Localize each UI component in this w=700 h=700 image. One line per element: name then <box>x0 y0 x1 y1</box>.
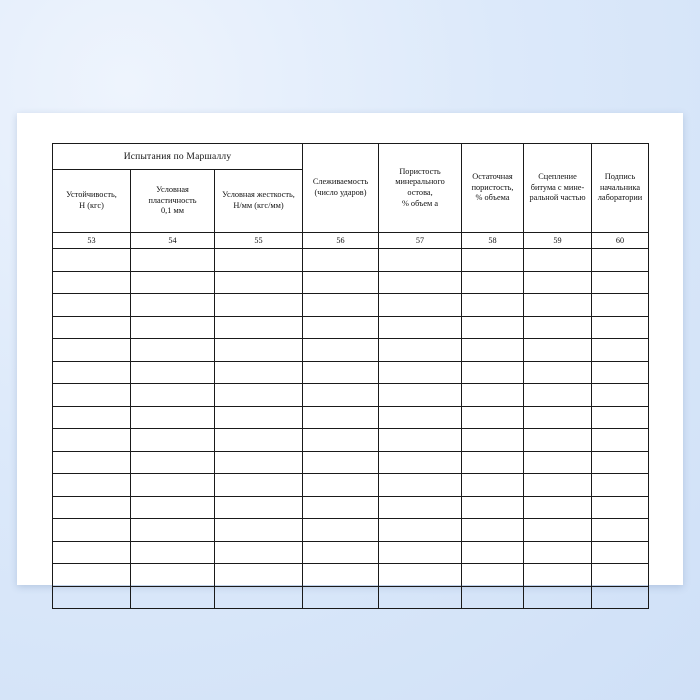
table-cell[interactable] <box>303 564 379 587</box>
table-cell[interactable] <box>462 249 524 272</box>
table-cell[interactable] <box>462 271 524 294</box>
table-cell[interactable] <box>379 519 462 542</box>
table-cell[interactable] <box>379 451 462 474</box>
table-cell[interactable] <box>215 316 303 339</box>
table-cell[interactable] <box>592 339 649 362</box>
table-cell[interactable] <box>524 564 592 587</box>
table-cell[interactable] <box>379 429 462 452</box>
table-cell[interactable] <box>524 406 592 429</box>
table-row[interactable] <box>53 564 649 587</box>
table-cell[interactable] <box>131 541 215 564</box>
table-cell[interactable] <box>592 474 649 497</box>
table-cell[interactable] <box>524 316 592 339</box>
table-cell[interactable] <box>524 474 592 497</box>
table-cell[interactable] <box>131 451 215 474</box>
table-cell[interactable] <box>379 496 462 519</box>
table-cell[interactable] <box>53 271 131 294</box>
table-cell[interactable] <box>53 406 131 429</box>
table-row[interactable] <box>53 451 649 474</box>
table-cell[interactable] <box>462 564 524 587</box>
table-cell[interactable] <box>592 586 649 609</box>
table-cell[interactable] <box>524 361 592 384</box>
table-cell[interactable] <box>524 339 592 362</box>
table-cell[interactable] <box>53 586 131 609</box>
table-cell[interactable] <box>131 361 215 384</box>
table-cell[interactable] <box>592 361 649 384</box>
table-cell[interactable] <box>215 339 303 362</box>
table-cell[interactable] <box>131 384 215 407</box>
table-cell[interactable] <box>53 316 131 339</box>
table-cell[interactable] <box>215 451 303 474</box>
table-cell[interactable] <box>524 541 592 564</box>
table-cell[interactable] <box>131 519 215 542</box>
column-header-58: Остаточная пористость, % объема <box>462 144 524 233</box>
table-row[interactable] <box>53 429 649 452</box>
table-cell[interactable] <box>303 406 379 429</box>
column-header-60: Подпись начальника лаборатории <box>592 144 649 233</box>
table-cell[interactable] <box>379 564 462 587</box>
table-cell[interactable] <box>462 339 524 362</box>
table-cell[interactable] <box>53 339 131 362</box>
table-cell[interactable] <box>379 586 462 609</box>
table-row[interactable] <box>53 361 649 384</box>
table-cell[interactable] <box>215 474 303 497</box>
column-header-57: Пористость минерального остова, % объем а <box>379 144 462 233</box>
table-cell[interactable] <box>462 384 524 407</box>
table-cell[interactable] <box>303 496 379 519</box>
table-cell[interactable] <box>53 564 131 587</box>
table-cell[interactable] <box>462 496 524 519</box>
table-cell[interactable] <box>303 541 379 564</box>
table-numbering-row <box>53 233 649 249</box>
table-cell[interactable] <box>592 406 649 429</box>
table-cell[interactable] <box>462 519 524 542</box>
table-cell[interactable] <box>462 451 524 474</box>
table-row[interactable] <box>53 294 649 317</box>
group-header-marshall: Испытания по Маршаллу <box>53 144 303 170</box>
table-row[interactable] <box>53 586 649 609</box>
table-cell[interactable] <box>303 316 379 339</box>
table-container <box>52 143 648 609</box>
table-cell[interactable] <box>524 519 592 542</box>
table-cell[interactable] <box>524 586 592 609</box>
table-cell[interactable] <box>215 384 303 407</box>
table-cell[interactable] <box>379 361 462 384</box>
table-cell[interactable] <box>131 294 215 317</box>
column-header-55: Условная жесткость, Н/мм (кгс/мм) <box>215 170 303 233</box>
table-cell[interactable] <box>53 294 131 317</box>
table-cell[interactable] <box>379 271 462 294</box>
table-cell[interactable] <box>524 294 592 317</box>
table-cell[interactable] <box>379 541 462 564</box>
table-cell[interactable] <box>53 384 131 407</box>
table-cell[interactable] <box>592 384 649 407</box>
table-cell[interactable] <box>303 249 379 272</box>
table-cell[interactable] <box>462 406 524 429</box>
table-cell[interactable] <box>524 384 592 407</box>
table-cell[interactable] <box>215 361 303 384</box>
table-cell[interactable] <box>131 586 215 609</box>
table-cell[interactable] <box>131 339 215 362</box>
table-cell[interactable] <box>215 496 303 519</box>
table-group-header-row <box>53 144 649 170</box>
table-cell[interactable] <box>303 451 379 474</box>
table-cell[interactable] <box>592 429 649 452</box>
table-cell[interactable] <box>379 249 462 272</box>
table-cell[interactable] <box>215 249 303 272</box>
table-row[interactable] <box>53 316 649 339</box>
table-cell[interactable] <box>303 361 379 384</box>
table-cell[interactable] <box>131 406 215 429</box>
column-number-55: 55 <box>215 233 303 249</box>
table-row[interactable] <box>53 474 649 497</box>
table-cell[interactable] <box>592 451 649 474</box>
column-number-54: 54 <box>131 233 215 249</box>
laboratory-table <box>52 143 649 609</box>
table-cell[interactable] <box>462 316 524 339</box>
column-number-57: 57 <box>379 233 462 249</box>
table-cell[interactable] <box>524 271 592 294</box>
table-cell[interactable] <box>303 271 379 294</box>
table-cell[interactable] <box>462 541 524 564</box>
table-cell[interactable] <box>215 294 303 317</box>
table-cell[interactable] <box>462 429 524 452</box>
table-row[interactable] <box>53 406 649 429</box>
column-number-59: 59 <box>524 233 592 249</box>
table-cell[interactable] <box>303 429 379 452</box>
table-cell[interactable] <box>215 519 303 542</box>
table-cell[interactable] <box>379 384 462 407</box>
table-cell[interactable] <box>131 474 215 497</box>
table-cell[interactable] <box>215 586 303 609</box>
table-cell[interactable] <box>131 564 215 587</box>
table-cell[interactable] <box>303 294 379 317</box>
table-row[interactable] <box>53 339 649 362</box>
table-cell[interactable] <box>131 249 215 272</box>
column-header-54: Условная пластичность 0,1 мм <box>131 170 215 233</box>
table-cell[interactable] <box>524 496 592 519</box>
table-cell[interactable] <box>53 474 131 497</box>
table-cell[interactable] <box>524 451 592 474</box>
table-cell[interactable] <box>303 519 379 542</box>
table-cell[interactable] <box>462 586 524 609</box>
table-cell[interactable] <box>379 406 462 429</box>
table-row[interactable] <box>53 384 649 407</box>
column-number-53: 53 <box>53 233 131 249</box>
column-header-56: Слеживаемость (число ударов) <box>303 144 379 233</box>
table-row[interactable] <box>53 249 649 272</box>
table-cell[interactable] <box>592 496 649 519</box>
table-cell[interactable] <box>379 294 462 317</box>
column-number-56: 56 <box>303 233 379 249</box>
table-cell[interactable] <box>592 271 649 294</box>
table-cell[interactable] <box>303 586 379 609</box>
column-header-59: Сцепление битума с мине- ральной частью <box>524 144 592 233</box>
table-cell[interactable] <box>53 429 131 452</box>
table-row[interactable] <box>53 519 649 542</box>
table-cell[interactable] <box>215 406 303 429</box>
table-cell[interactable] <box>303 474 379 497</box>
table-row[interactable] <box>53 541 649 564</box>
table-cell[interactable] <box>524 249 592 272</box>
document-sheet <box>17 113 683 585</box>
table-cell[interactable] <box>53 361 131 384</box>
table-cell[interactable] <box>303 339 379 362</box>
table-cell[interactable] <box>53 496 131 519</box>
table-cell[interactable] <box>379 316 462 339</box>
table-cell[interactable] <box>379 474 462 497</box>
column-header-53: Устойчивость, Н (кгс) <box>53 170 131 233</box>
column-number-58: 58 <box>462 233 524 249</box>
table-cell[interactable] <box>592 316 649 339</box>
table-cell[interactable] <box>303 384 379 407</box>
table-cell[interactable] <box>215 564 303 587</box>
table-cell[interactable] <box>53 541 131 564</box>
table-cell[interactable] <box>462 474 524 497</box>
table-cell[interactable] <box>379 339 462 362</box>
column-number-60: 60 <box>592 233 649 249</box>
table-cell[interactable] <box>215 541 303 564</box>
table-cell[interactable] <box>592 294 649 317</box>
table-cell[interactable] <box>592 519 649 542</box>
table-cell[interactable] <box>592 249 649 272</box>
table-row[interactable] <box>53 271 649 294</box>
table-cell[interactable] <box>131 271 215 294</box>
table-cell[interactable] <box>131 429 215 452</box>
table-cell[interactable] <box>215 429 303 452</box>
table-cell[interactable] <box>131 316 215 339</box>
table-cell[interactable] <box>53 451 131 474</box>
table-cell[interactable] <box>53 249 131 272</box>
table-cell[interactable] <box>462 294 524 317</box>
table-cell[interactable] <box>592 541 649 564</box>
table-cell[interactable] <box>215 271 303 294</box>
table-cell[interactable] <box>524 429 592 452</box>
table-cell[interactable] <box>131 496 215 519</box>
table-cell[interactable] <box>592 564 649 587</box>
table-cell[interactable] <box>462 361 524 384</box>
table-row[interactable] <box>53 496 649 519</box>
table-cell[interactable] <box>53 519 131 542</box>
